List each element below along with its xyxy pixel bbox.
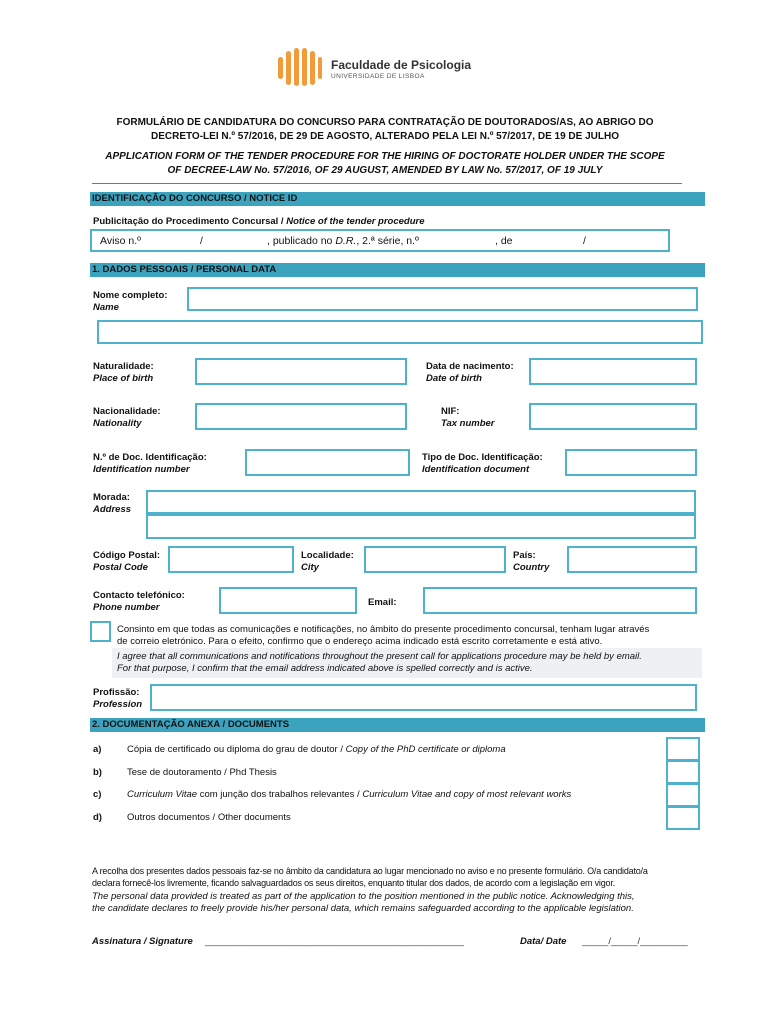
doc-c-letter: c) — [93, 789, 102, 800]
morada-label: Morada: — [93, 492, 130, 503]
doc-a-text — [127, 744, 506, 755]
date-line[interactable]: _____/_____/_________ — [582, 936, 688, 947]
logo-mark-icon — [277, 47, 323, 87]
logo-subtitle: UNIVERSIDADE DE LISBOA — [331, 73, 425, 80]
notice-label-en: Notice of the tender procedure — [286, 216, 425, 227]
id-document-field[interactable] — [565, 449, 697, 476]
pais-label-en: Country — [513, 562, 550, 573]
nif-label-en: Tax number — [441, 418, 495, 429]
nome-label-en: Name — [93, 302, 119, 313]
postal-code-field[interactable] — [168, 546, 294, 573]
consent-checkbox[interactable] — [90, 621, 111, 642]
address-field-2[interactable] — [146, 514, 696, 539]
signature-label: Assinatura / Signature — [92, 936, 193, 947]
naturalidade-label: Naturalidade: — [93, 361, 154, 372]
consent-en-line2: For that purpose, I confirm that the email address indicated above is spelled correctly and is active. — [117, 663, 533, 674]
doc-b-checkbox[interactable] — [666, 760, 700, 784]
consent-en-line1: I agree that all communications and notifications throughout the present call for applications procedure may be held by email. — [117, 651, 642, 662]
doc-b-letter: b) — [93, 767, 102, 778]
nascimento-label-en: Date of birth — [426, 373, 482, 384]
de-label: , de — [495, 235, 513, 247]
aviso-label: Aviso n.º — [100, 235, 141, 247]
consent-pt-line2: de correio eletrónico. Para o efeito, confirmo que o endereço acima indicado está escrito corretamente e está ativo. — [117, 636, 603, 647]
email-field[interactable] — [423, 587, 697, 614]
birthdate-field[interactable] — [529, 358, 697, 385]
privacy-pt-line2: declara fornecê-los livremente, ficando salvaguardados os seus direitos, enquanto titular dos dados, de acordo com a legislação em vigor. — [92, 878, 615, 888]
form-title-en-line1: APPLICATION FORM OF THE TENDER PROCEDURE FOR THE HIRING OF DOCTORATE HOLDER UNDER THE SCOPE — [105, 151, 665, 162]
tax-number-field[interactable] — [529, 403, 697, 430]
phone-label: Contacto telefónico: — [93, 590, 185, 601]
postal-label: Código Postal: — [93, 550, 161, 561]
country-field[interactable] — [567, 546, 697, 573]
doc-d-checkbox[interactable] — [666, 806, 700, 830]
doc-c-pt-italic: Curriculum Vitae — [127, 789, 198, 800]
serie-text: , 2.ª série, n.º — [356, 235, 419, 247]
form-title-pt-line1: FORMULÁRIO DE CANDIDATURA DO CONCURSO PARA CONTRATAÇÃO DE DOUTORADOS/AS, AO ABRIGO DO — [116, 117, 654, 128]
notice-label — [93, 216, 425, 228]
nacionalidade-label: Nacionalidade: — [93, 406, 161, 417]
doc-b-text: Tese de doutoramento / Phd Thesis — [127, 767, 277, 778]
doc-a-en: Copy of the PhD certificate or diploma — [345, 744, 506, 755]
notice-section-title: IDENTIFICAÇÃO DO CONCURSO / NOTICE ID — [92, 193, 298, 204]
publicado-text: , publicado no — [267, 235, 333, 247]
full-name-field-2[interactable] — [97, 320, 703, 344]
city-field[interactable] — [364, 546, 506, 573]
localidade-label: Localidade: — [301, 550, 354, 561]
localidade-label-en: City — [301, 562, 319, 573]
aviso-slash: / — [200, 235, 203, 247]
personal-section-title: 1. DADOS PESSOAIS / PERSONAL DATA — [92, 264, 277, 275]
doc-a-letter: a) — [93, 744, 102, 755]
phone-label-en: Phone number — [93, 602, 160, 613]
doc-c-pt: com junção dos trabalhos relevantes / — [199, 789, 360, 800]
nome-label: Nome completo: — [93, 290, 168, 301]
signature-line[interactable]: _________________________________________________ — [205, 936, 464, 947]
date-label: Data/ Date — [520, 936, 567, 947]
doc-d-text: Outros documentos / Other documents — [127, 812, 291, 823]
date-slash: / — [583, 235, 586, 247]
documents-section-header — [90, 718, 705, 732]
doc-c-text — [127, 789, 571, 800]
privacy-en-line1: The personal data provided is treated as part of the application to the position mentioned in the public notice. Acknowledging this, — [92, 891, 635, 902]
tipodoc-label-en: Identification document — [422, 464, 530, 475]
tipodoc-label: Tipo de Doc. Identificação: — [422, 452, 543, 463]
nif-label: NIF: — [441, 406, 460, 417]
personal-section-header — [90, 263, 705, 277]
doc-a-pt: Cópia de certificado ou diploma do grau de doutor / — [127, 744, 343, 755]
documents-section-title: 2. DOCUMENTAÇÃO ANEXA / DOCUMENTS — [92, 719, 290, 730]
address-field[interactable] — [146, 490, 696, 514]
birthplace-field[interactable] — [195, 358, 407, 385]
profissao-label: Profissão: — [93, 687, 140, 698]
nascimento-label: Data de nacimento: — [426, 361, 514, 372]
phone-field[interactable] — [219, 587, 357, 614]
nacionalidade-label-en: Nationality — [93, 418, 142, 429]
consent-pt-line1: Consinto em que todas as comunicações e notificações, no âmbito do presente procedimento concursal, tenham lugar através — [117, 624, 650, 635]
privacy-pt-line1: A recolha dos presentes dados pessoais faz-se no âmbito da candidatura ao lugar mencionado no aviso e no presente formulário. O/a candidato/a — [92, 866, 648, 876]
profissao-label-en: Profession — [93, 699, 143, 710]
email-label: Email: — [368, 597, 397, 608]
notice-label-pt: Publicitação do Procedimento Concursal / — [93, 216, 284, 227]
pais-label: País: — [513, 550, 536, 561]
doc-a-checkbox[interactable] — [666, 737, 700, 761]
form-title-en-line2: OF DECREE-LAW No. 57/2016, OF 29 AUGUST, AMENDED BY LAW No. 57/2017, OF 19 JULY — [167, 165, 603, 176]
publicado-label — [267, 235, 419, 247]
nationality-field[interactable] — [195, 403, 407, 430]
notice-section-header — [90, 192, 705, 206]
docid-label-en: Identification number — [93, 464, 190, 475]
divider — [92, 183, 682, 184]
dr-text: D.R. — [335, 235, 357, 247]
privacy-en-line2: the candidate declares to freely provide his/her personal data, which remains safeguarded according to the applicable legislation. — [92, 903, 634, 914]
doc-c-en: Curriculum Vitae and copy of most relevant works — [362, 789, 572, 800]
doc-c-checkbox[interactable] — [666, 783, 700, 807]
logo-title: Faculdade de Psicologia — [331, 58, 472, 72]
naturalidade-label-en: Place of birth — [93, 373, 154, 384]
id-number-field[interactable] — [245, 449, 410, 476]
morada-label-en: Address — [93, 504, 132, 515]
full-name-field[interactable] — [187, 287, 698, 311]
form-title-pt-line2: DECRETO-LEI N.º 57/2016, DE 29 DE AGOSTO, ALTERADO PELA LEI N.º 57/2017, DE 19 DE JULHO — [151, 131, 619, 142]
docid-label: N.º de Doc. Identificação: — [93, 452, 207, 463]
profession-field[interactable] — [150, 684, 697, 711]
postal-label-en: Postal Code — [93, 562, 148, 573]
doc-d-letter: d) — [93, 812, 102, 823]
